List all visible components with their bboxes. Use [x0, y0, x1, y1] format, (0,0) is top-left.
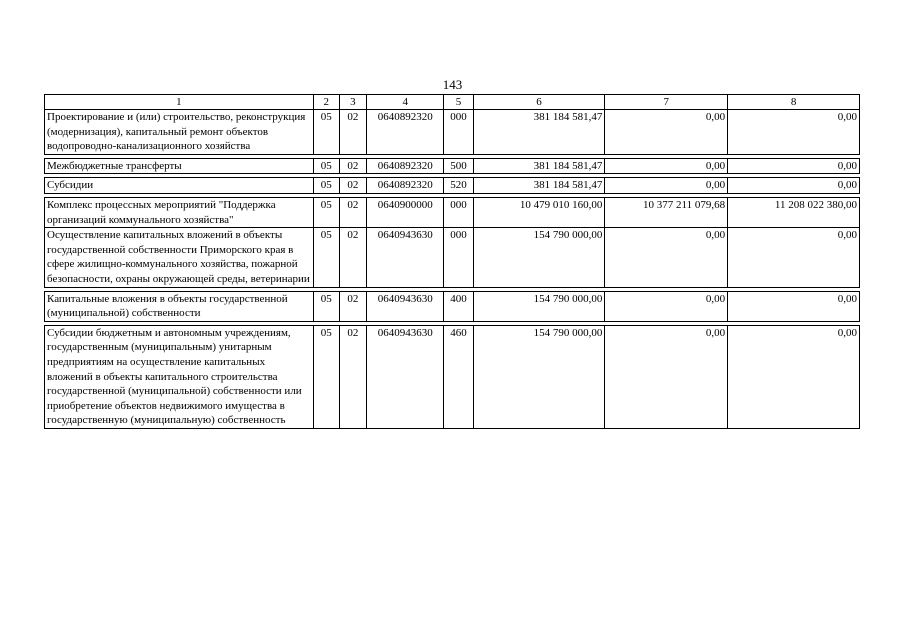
- row-amount-6: 154 790 000,00: [473, 228, 605, 287]
- row-amount-8: 0,00: [728, 228, 860, 287]
- row-expense-type: 000: [444, 197, 473, 227]
- header-cell-1: 1: [45, 95, 314, 110]
- row-amount-6: 381 184 581,47: [473, 110, 605, 155]
- row-section: 05: [313, 197, 339, 227]
- row-section: 05: [313, 228, 339, 287]
- row-amount-6: 154 790 000,00: [473, 291, 605, 321]
- row-name: Субсидии: [45, 178, 314, 194]
- row-subsection: 02: [339, 325, 366, 428]
- row-section: 05: [313, 291, 339, 321]
- row-amount-8: 0,00: [728, 325, 860, 428]
- row-amount-8: 0,00: [728, 291, 860, 321]
- row-amount-8: 11 208 022 380,00: [728, 197, 860, 227]
- row-name: Межбюджетные трансферты: [45, 158, 314, 174]
- table-row: [45, 197, 860, 227]
- row-name: Капитальные вложения в объекты государственной (муниципальной) собственности: [45, 291, 314, 321]
- row-target-code: 0640892320: [366, 178, 443, 194]
- table-row: [45, 291, 860, 321]
- row-amount-6: 381 184 581,47: [473, 178, 605, 194]
- row-amount-6: 10 479 010 160,00: [473, 197, 605, 227]
- table-row: [45, 228, 860, 287]
- row-target-code: 0640943630: [366, 291, 443, 321]
- row-subsection: 02: [339, 110, 366, 155]
- table-row: [45, 325, 860, 428]
- row-target-code: 0640892320: [366, 158, 443, 174]
- row-name: Субсидии бюджетным и автономным учреждениям, государственным (муниципальным) унитарным предприятиям на осуществление капитальных вложений в объекты капитального строительства государственной (муниципальной) собственности или приобретение объектов недвижимого имущества в государственную (муниципальную) собственность: [45, 325, 314, 428]
- table-row: [45, 178, 860, 194]
- header-cell-5: 5: [444, 95, 473, 110]
- row-subsection: 02: [339, 197, 366, 227]
- row-subsection: 02: [339, 178, 366, 194]
- row-expense-type: 460: [444, 325, 473, 428]
- row-amount-7: 0,00: [605, 110, 728, 155]
- row-name: Проектирование и (или) строительство, реконструкция (модернизация), капитальный ремонт объектов водопроводно-канализационного хозяйства: [45, 110, 314, 155]
- row-section: 05: [313, 178, 339, 194]
- row-amount-7: 0,00: [605, 158, 728, 174]
- header-cell-4: 4: [366, 95, 443, 110]
- row-target-code: 0640943630: [366, 228, 443, 287]
- header-cell-3: 3: [339, 95, 366, 110]
- row-amount-6: 381 184 581,47: [473, 158, 605, 174]
- header-cell-8: 8: [728, 95, 860, 110]
- row-expense-type: 000: [444, 228, 473, 287]
- header-cell-6: 6: [473, 95, 605, 110]
- table-row: [45, 158, 860, 174]
- row-amount-8: 0,00: [728, 110, 860, 155]
- row-subsection: 02: [339, 228, 366, 287]
- row-amount-7: 0,00: [605, 291, 728, 321]
- row-amount-7: 0,00: [605, 325, 728, 428]
- row-name: Комплекс процессных мероприятий "Поддержка организаций коммунального хозяйства": [45, 197, 314, 227]
- row-subsection: 02: [339, 158, 366, 174]
- header-cell-2: 2: [313, 95, 339, 110]
- row-section: 05: [313, 158, 339, 174]
- header-row: [45, 95, 860, 110]
- row-target-code: 0640892320: [366, 110, 443, 155]
- header-cell-7: 7: [605, 95, 728, 110]
- table-row: [45, 110, 860, 155]
- row-section: 05: [313, 110, 339, 155]
- row-target-code: 0640900000: [366, 197, 443, 227]
- budget-table: [44, 94, 860, 429]
- row-target-code: 0640943630: [366, 325, 443, 428]
- page-number: 143: [442, 77, 463, 92]
- row-amount-6: 154 790 000,00: [473, 325, 605, 428]
- row-expense-type: 000: [444, 110, 473, 155]
- row-name: Осуществление капитальных вложений в объекты государственной собственности Приморского края в сфере жилищно-коммунального хозяйства, пожарной безопасности, охраны окружающей среды, ветеринарии: [45, 228, 314, 287]
- row-amount-8: 0,00: [728, 178, 860, 194]
- row-expense-type: 520: [444, 178, 473, 194]
- row-amount-7: 10 377 211 079,68: [605, 197, 728, 227]
- row-amount-7: 0,00: [605, 228, 728, 287]
- row-amount-8: 0,00: [728, 158, 860, 174]
- row-expense-type: 500: [444, 158, 473, 174]
- row-section: 05: [313, 325, 339, 428]
- row-expense-type: 400: [444, 291, 473, 321]
- row-amount-7: 0,00: [605, 178, 728, 194]
- row-subsection: 02: [339, 291, 366, 321]
